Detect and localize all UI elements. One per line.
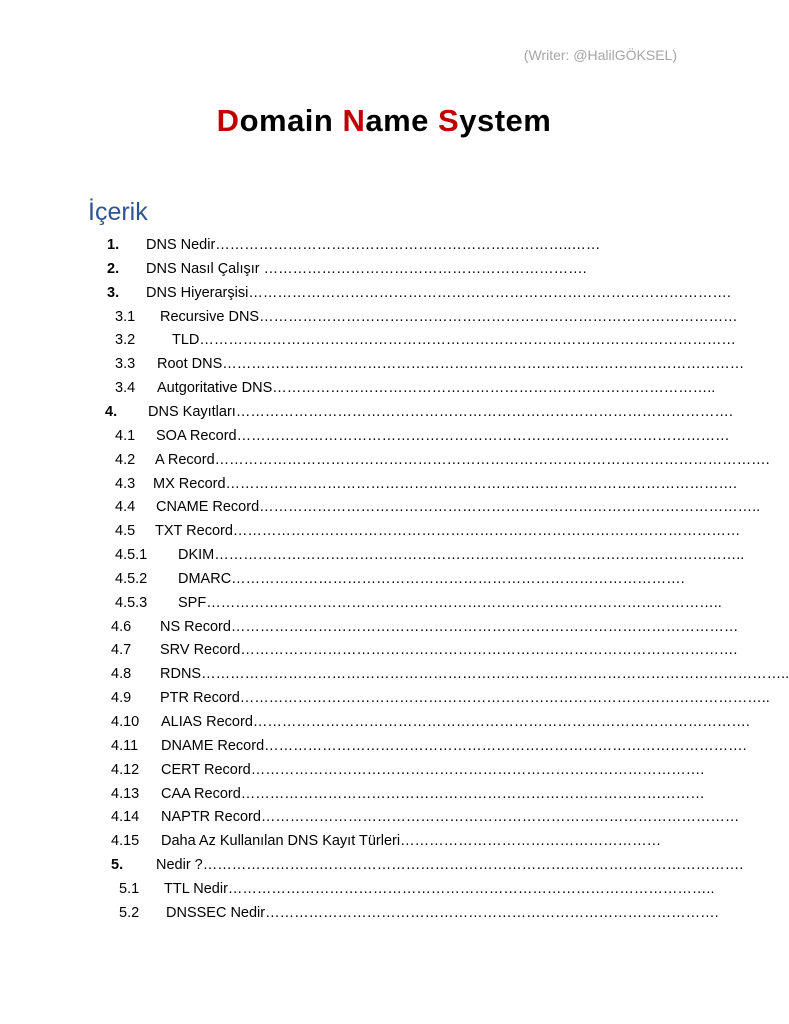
toc-entry-label: NAPTR Record……………………………………………………………………………………… (161, 809, 740, 826)
toc-entry-number: 5.1 (119, 880, 140, 897)
writer-credit: (Writer: @HalilGÖKSEL) (523, 47, 677, 63)
toc-entry-number: 4. (105, 403, 118, 420)
toc-entry-label: CNAME Record………………………………………………………………………………………….. (156, 499, 761, 516)
toc-entry-number: 3.3 (115, 356, 136, 373)
toc-entry[interactable] (111, 783, 705, 805)
toc-entry[interactable] (111, 711, 750, 733)
toc-entry-label: DNSSEC Nedir…………………………………………………………………………………. (166, 904, 719, 921)
toc-entry-label: Recursive DNS……………………………………………………………………………………… (160, 308, 738, 325)
toc-entry-number: 4.14 (111, 809, 140, 826)
toc-entry[interactable] (111, 639, 738, 661)
toc-entry[interactable] (115, 377, 716, 399)
toc-entry-label: TTL Nedir……………………………………………………………………………………….. (164, 880, 715, 897)
toc-entry-number: 4.8 (111, 666, 132, 683)
toc-entry[interactable] (115, 353, 745, 375)
toc-entry-number: 3.1 (115, 308, 136, 325)
toc-entry-number: 4.15 (111, 833, 140, 850)
toc-entry[interactable] (115, 449, 770, 471)
toc-entry[interactable] (107, 282, 731, 304)
toc-entry-number: 4.7 (111, 642, 132, 659)
toc-entry-label: DNS Hiyerarşisi………………………………………………………………………………………. (146, 284, 731, 301)
title-cap-n: N (342, 103, 366, 138)
toc-entry[interactable] (111, 616, 739, 638)
toc-entry-number: 4.11 (111, 737, 139, 754)
toc-entry-number: 4.5.3 (115, 594, 148, 611)
toc-entry-label: Daha Az Kullanılan DNS Kayıt Türleri……………………………………………… (161, 833, 662, 850)
toc-entry[interactable] (111, 663, 789, 685)
toc-entry[interactable] (111, 830, 680, 852)
toc-entry-number: 4.13 (111, 785, 140, 802)
toc-entry-number: 3. (107, 284, 120, 301)
toc-entry[interactable] (111, 854, 744, 876)
toc-entry-label: NS Record…………………………………………………………………………………………… (160, 618, 739, 635)
toc-entry-number: 4.5 (115, 523, 136, 540)
title-part-domain: omain (239, 103, 343, 138)
toc-entry-label: SOA Record………………………………………………………………………………………… (156, 427, 730, 444)
toc-entry[interactable] (119, 878, 715, 900)
toc-entry-label: DNS Kayıtları…………………………………………………………………………………………. (148, 403, 733, 420)
toc-entry-number: 4.10 (111, 714, 140, 730)
toc-entry-number: 5.2 (119, 904, 140, 921)
toc-entry-number: 3.4 (115, 380, 136, 397)
toc-entry-number: 2. (107, 260, 120, 277)
toc-entry-number: 4.3 (115, 475, 136, 492)
toc-entry-label: MX Record……………………………………………………………………………………………. (153, 475, 738, 492)
toc-entry[interactable] (119, 902, 719, 924)
toc-entry[interactable] (115, 592, 722, 614)
toc-entry-number: 4.5.1 (115, 547, 148, 564)
toc-entry-number: 3.2 (115, 332, 136, 349)
toc-entry-label: DNAME Record………………………………………………………………………………………. (161, 737, 747, 754)
toc-entry-label: SRV Record…………………………………………………………………………………………. (160, 642, 738, 659)
toc-entry-label: A Record……………………………………………………………………………………………………. (155, 451, 770, 468)
toc-entry-number: 5. (111, 857, 124, 874)
toc-entry[interactable] (115, 544, 745, 566)
toc-entry-number: 1. (107, 237, 120, 253)
toc-entry-label: Nedir ?…………………………………………………………………………………………………. (156, 857, 744, 874)
toc-entry-label: CERT Record…………………………………………………………………………………. (161, 761, 705, 778)
title-cap-s: S (438, 103, 460, 138)
toc-entry-label: TXT Record…………………………………………………………………………………………… (155, 523, 741, 540)
toc-entry-number: 4.6 (111, 618, 132, 635)
toc-entry[interactable] (115, 568, 685, 590)
toc-entry-label: DNS Nasıl Çalışır …………………………………………………………. (146, 260, 587, 277)
toc-entry[interactable] (105, 401, 733, 423)
toc-entry-label: DKIM……………………………………………………………………………………………….. (178, 547, 745, 564)
toc-entry-label: DMARC…………………………………………………………………………………. (178, 570, 685, 587)
title-cap-d: D (216, 103, 240, 138)
toc-entry-label: PTR Record……………………………………………………………………………………………….. (160, 690, 770, 707)
toc-entry-label: Autgoritative DNS……………………………………………………………………………….. (157, 380, 716, 397)
toc-entry-label: RDNS………………………………………………………………………………………………………….. (160, 666, 789, 683)
toc-entry[interactable] (115, 425, 730, 447)
toc-entry-number: 4.4 (115, 499, 136, 516)
document-title (0, 103, 768, 139)
toc-entry[interactable] (107, 234, 680, 256)
toc-entry-label: TLD………………………………………………………………………………………………… (172, 332, 736, 349)
toc-entry-label: DNS Nedir………………………………………………………………..…… (146, 237, 601, 253)
toc-entry[interactable] (111, 759, 705, 781)
toc-entry[interactable] (115, 496, 761, 518)
toc-entry[interactable] (115, 329, 736, 351)
toc-entry-number: 4.9 (111, 690, 132, 707)
toc-entry-number: 4.1 (115, 427, 136, 444)
toc-heading: İçerik (88, 198, 148, 226)
title-part-name: ame (365, 103, 439, 138)
toc-entry[interactable] (115, 520, 741, 542)
toc-entry[interactable] (107, 258, 680, 280)
toc-entry-label: Root DNS……………………………………………………………………………………………… (157, 356, 745, 373)
title-part-system: ystem (459, 103, 552, 138)
toc-entry-label: SPF…………………………………………………………………………………………….. (178, 594, 722, 611)
toc-entry-number: 4.12 (111, 761, 140, 778)
toc-entry-number: 4.2 (115, 451, 136, 468)
toc-entry[interactable] (115, 306, 738, 328)
toc-entry-label: ALIAS Record…………………………………………………………………………………………. (161, 714, 750, 730)
toc-entry[interactable] (115, 473, 738, 495)
toc-entry[interactable] (111, 806, 740, 828)
toc-entry[interactable] (111, 735, 747, 757)
toc-entry-number: 4.5.2 (115, 570, 148, 587)
toc-entry-label: CAA Record…………………………………………………………………………………… (161, 785, 705, 802)
toc-entry[interactable] (111, 687, 770, 709)
